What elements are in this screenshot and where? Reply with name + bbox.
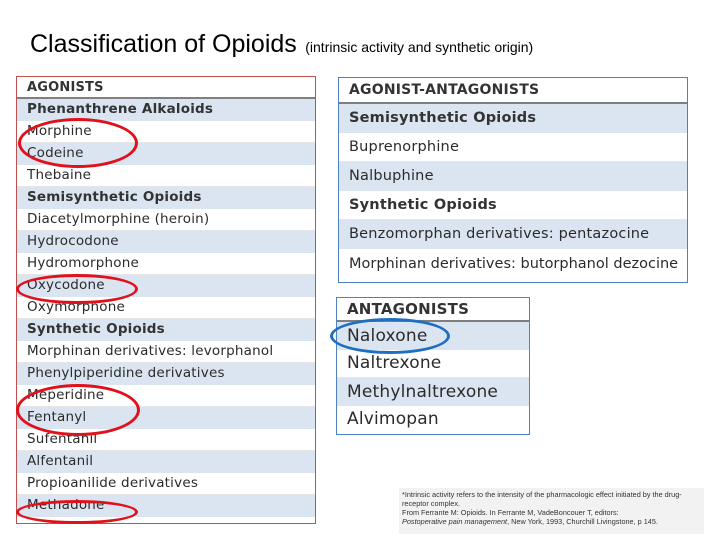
row-text: AGONIST-ANTAGONISTS (349, 82, 540, 98)
row-text: Thebaine (27, 166, 92, 183)
table-row (337, 350, 529, 378)
table-row (339, 133, 687, 162)
table-row (337, 406, 529, 432)
footnote (399, 488, 704, 534)
table-row (17, 429, 315, 451)
row-text: Synthetic Opioids (27, 321, 165, 338)
table-row (17, 363, 315, 385)
table-row (339, 220, 687, 249)
table-row (17, 275, 315, 297)
row-text: Methadone (27, 497, 105, 514)
title-main: Classification of Opioids (30, 30, 297, 58)
row-text: Fentanyl (27, 409, 87, 426)
row-text: AGONISTS (27, 79, 104, 95)
table-row (339, 162, 687, 191)
row-text: Oxymorphone (27, 298, 126, 315)
row-text: Hydrocodone (27, 233, 119, 250)
row-text: Phenylpiperidine derivatives (27, 365, 225, 382)
slide-title (30, 30, 533, 59)
table-row (17, 407, 315, 429)
table-row (17, 121, 315, 143)
row-text: Semisynthetic Opioids (349, 110, 537, 127)
row-text: Morphine (27, 122, 92, 139)
row-text: Phenanthrene Alkaloids (27, 101, 214, 118)
table-row (17, 77, 315, 99)
table-row (17, 385, 315, 407)
table-row (17, 473, 315, 495)
table-row (17, 209, 315, 231)
row-text: Nalbuphine (349, 168, 434, 185)
title-subtitle: (intrinsic activity and synthetic origin) (305, 39, 534, 55)
row-text: ANTAGONISTS (347, 299, 470, 318)
row-text: Synthetic Opioids (349, 196, 497, 213)
table-row (337, 322, 529, 350)
row-text: Sufentanil (27, 430, 98, 447)
row-text: Naloxone (347, 325, 428, 346)
table-row (17, 231, 315, 253)
row-text: Methylnaltrexone (347, 381, 499, 402)
table-row (337, 378, 529, 406)
row-text: Alfentanil (27, 453, 94, 470)
footnote-book-title: Postoperative pain management (402, 517, 508, 526)
table-row (339, 249, 687, 280)
table-row (17, 495, 315, 517)
footnote-line: *Intrinsic activity refers to the intensity of the pharmacologic effect initiated by the drug-receptor complex. (402, 490, 682, 508)
row-text: Codeine (27, 145, 84, 162)
row-text: Meperidine (27, 386, 105, 403)
table-row (17, 451, 315, 473)
table-row (17, 99, 315, 121)
table-row (339, 191, 687, 220)
row-text: Buprenorphine (349, 138, 460, 155)
row-text: Benzomorphan derivatives: pentazocine (349, 226, 650, 243)
row-text: Morphinan derivatives: butorphanol dezocine (349, 256, 679, 273)
row-text: Naltrexone (347, 353, 442, 373)
agonists-table (16, 76, 316, 524)
table-row (17, 341, 315, 363)
table-row (17, 143, 315, 165)
row-text: Hydromorphone (27, 254, 140, 271)
table-row (17, 165, 315, 187)
antagonists-table (336, 297, 530, 435)
table-row (17, 319, 315, 341)
table-row (17, 187, 315, 209)
table-row (337, 298, 529, 322)
footnote-line (402, 517, 701, 526)
row-text: Morphinan derivatives: levorphanol (27, 342, 274, 359)
table-row (339, 78, 687, 104)
row-text: Propioanilide derivatives (27, 474, 199, 491)
agonist-antagonists-table (338, 77, 688, 283)
table-row (17, 253, 315, 275)
row-text: Semisynthetic Opioids (27, 189, 202, 206)
table-row (339, 104, 687, 133)
footnote-line: From Ferrante M: Opioids. In Ferrante M, VadeBoncouer T, editors: (402, 508, 619, 517)
row-text: Diacetylmorphine (heroin) (27, 210, 210, 227)
row-text: Alvimopan (347, 408, 439, 429)
table-row (17, 297, 315, 319)
row-text: Oxycodone (27, 277, 105, 294)
footnote-citation: , New York, 1993, Churchill Livingstone, p 145. (507, 517, 658, 526)
